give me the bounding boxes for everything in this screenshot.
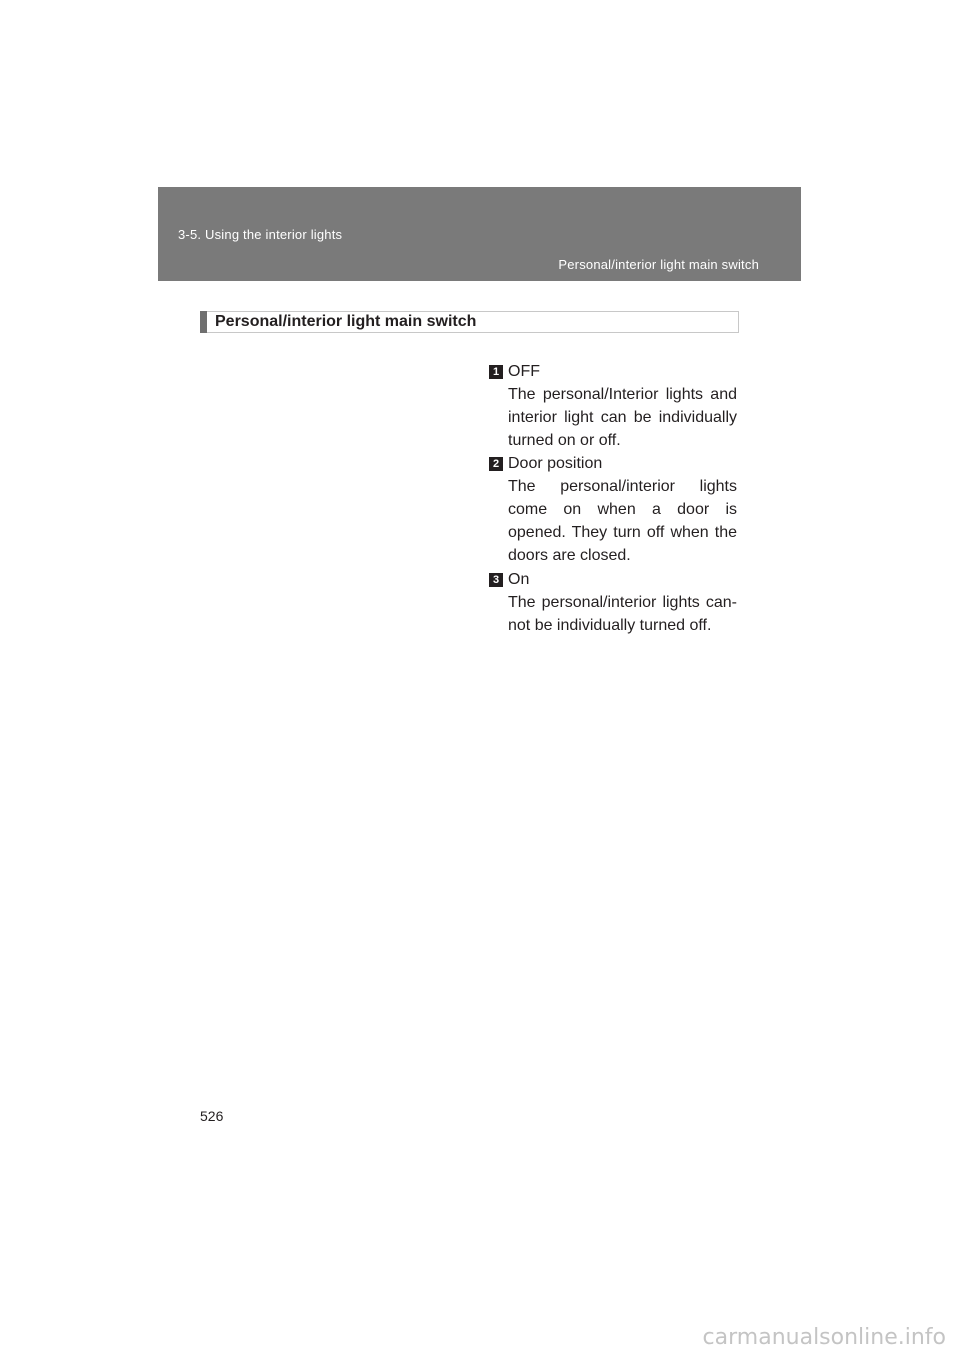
chapter-title: 3-5. Using the interior lights — [178, 227, 343, 242]
item-label: OFF — [508, 363, 540, 380]
item-description: The personal/interior lights can-not be individually turned off. — [508, 594, 737, 634]
watermark: carmanualsonline.info — [702, 1325, 946, 1350]
item-description: The personal/interior lights come on when a door is opened. They turn off when the doors are closed. — [508, 478, 737, 564]
item-description: The personal/Interior lights and interior light can be individually turned on or off. — [508, 386, 737, 449]
heading-accent-bar — [200, 311, 207, 333]
section-title: Personal/interior light main switch — [558, 257, 759, 272]
item-label: Door position — [508, 455, 603, 472]
page-number: 526 — [200, 1108, 224, 1124]
item-label: On — [508, 571, 530, 588]
item-number-badge: 3 — [489, 573, 503, 587]
heading-title: Personal/interior light main switch — [215, 313, 477, 330]
item-number-badge: 2 — [489, 457, 503, 471]
item-number-badge: 1 — [489, 365, 503, 379]
header-band — [158, 187, 801, 281]
section-heading — [200, 311, 739, 333]
